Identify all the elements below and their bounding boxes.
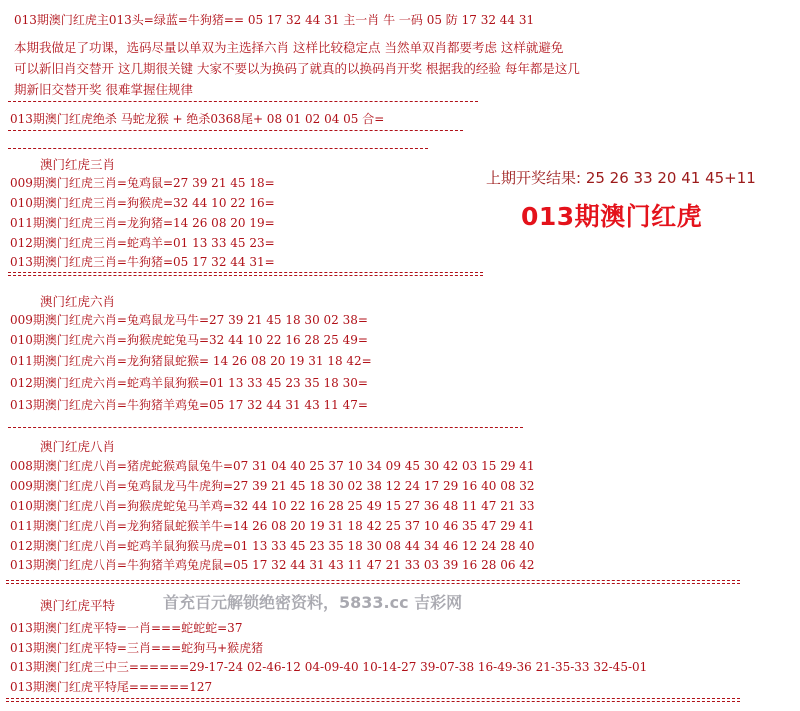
table-row: 010期澳门红虎六肖=狗猴虎蛇兔马=32 44 10 22 16 28 25 49= xyxy=(10,333,368,347)
table-row: 013期澳门红虎平特=一肖===蛇蛇蛇=37 xyxy=(10,621,243,635)
table-row: 013期澳门红虎六肖=牛狗猪羊鸡兔=05 17 32 44 31 43 11 47= xyxy=(10,398,368,412)
section-title-flat: 澳门红虎平特 xyxy=(40,598,116,613)
table-row: 013期澳门红虎八肖=牛狗猪羊鸡兔虎鼠=05 17 32 44 31 43 11 47 21 33 03 39 16 28 06 42 xyxy=(10,558,535,572)
table-row: 013期澳门红虎平特尾======127 xyxy=(10,680,213,694)
section-title-six: 澳门红虎六肖 xyxy=(40,294,116,309)
kill-line: 013期澳门红虎绝杀 马蛇龙猴 + 绝杀0368尾+ 08 01 02 04 05 合= xyxy=(10,112,385,126)
section-title-eight: 澳门红虎八肖 xyxy=(40,439,116,454)
double-divider xyxy=(6,580,740,584)
divider xyxy=(8,130,463,131)
table-row: 013期澳门红虎三中三======29-17-24 02-46-12 04-09-40 10-14-27 39-07-38 16-49-36 21-35-33 32-45-01 xyxy=(10,660,648,674)
top-summary-line: 013期澳门红虎主013头=绿蓝=牛狗猪== 05 17 32 44 31 主一肖 牛 一码 05 防 17 32 44 31 xyxy=(14,13,535,27)
last-result: 上期开奖结果: 25 26 33 20 41 45+11 xyxy=(486,169,756,187)
table-row: 010期澳门红虎八肖=狗猴虎蛇兔马羊鸡=32 44 10 22 16 28 25 49 15 27 36 48 11 47 21 33 xyxy=(10,499,535,513)
section-title-three: 澳门红虎三肖 xyxy=(40,157,116,172)
table-row: 011期澳门红虎三肖=龙狗猪=14 26 08 20 19= xyxy=(10,216,275,230)
table-row: 013期澳门红虎三肖=牛狗猪=05 17 32 44 31= xyxy=(10,255,275,269)
intro-line-3: 期新旧交替开奖 很难掌握住规律 xyxy=(14,82,193,97)
table-row: 012期澳门红虎八肖=蛇鸡羊鼠狗猴马虎=01 13 33 45 23 35 18 30 08 44 34 46 12 24 28 40 xyxy=(10,539,535,553)
divider xyxy=(8,427,523,428)
table-row: 013期澳门红虎平特=三肖===蛇狗马+猴虎猪 xyxy=(10,641,264,655)
watermark-text: 首充百元解锁绝密资料，5833.cc 吉彩网 xyxy=(163,593,463,612)
table-row: 010期澳门红虎三肖=狗猴虎=32 44 10 22 16= xyxy=(10,196,275,210)
table-row: 011期澳门红虎六肖=龙狗猪鼠蛇猴= 14 26 08 20 19 31 18 42= xyxy=(10,354,372,368)
table-row: 011期澳门红虎八肖=龙狗猪鼠蛇猴羊牛=14 26 08 20 19 31 18 42 25 37 10 46 35 47 29 41 xyxy=(10,519,535,533)
table-row: 009期澳门红虎八肖=兔鸡鼠龙马牛虎狗=27 39 21 45 18 30 02 38 12 24 17 29 16 40 08 32 xyxy=(10,479,535,493)
divider xyxy=(8,148,428,149)
intro-line-1: 本期我做足了功课，选码尽量以单双为主选择六肖 这样比较稳定点 当然单双肖都要考虑 这样就避免 xyxy=(14,40,564,55)
page-title: 013期澳门红虎 xyxy=(521,202,703,231)
divider xyxy=(8,101,478,102)
table-row: 012期澳门红虎六肖=蛇鸡羊鼠狗猴=01 13 33 45 23 35 18 30= xyxy=(10,376,368,390)
double-divider xyxy=(6,698,740,702)
table-row: 008期澳门红虎八肖=猪虎蛇猴鸡鼠兔牛=07 31 04 40 25 37 10 34 09 45 30 42 03 15 29 41 xyxy=(10,459,535,473)
double-divider xyxy=(8,272,483,276)
table-row: 009期澳门红虎三肖=兔鸡鼠=27 39 21 45 18= xyxy=(10,176,275,190)
table-row: 012期澳门红虎三肖=蛇鸡羊=01 13 33 45 23= xyxy=(10,236,275,250)
intro-line-2: 可以新旧肖交替开 这几期很关键 大家不要以为换码了就真的以换码肖开奖 根据我的经验 每年都是这几 xyxy=(14,61,580,76)
table-row: 009期澳门红虎六肖=兔鸡鼠龙马牛=27 39 21 45 18 30 02 38= xyxy=(10,313,368,327)
